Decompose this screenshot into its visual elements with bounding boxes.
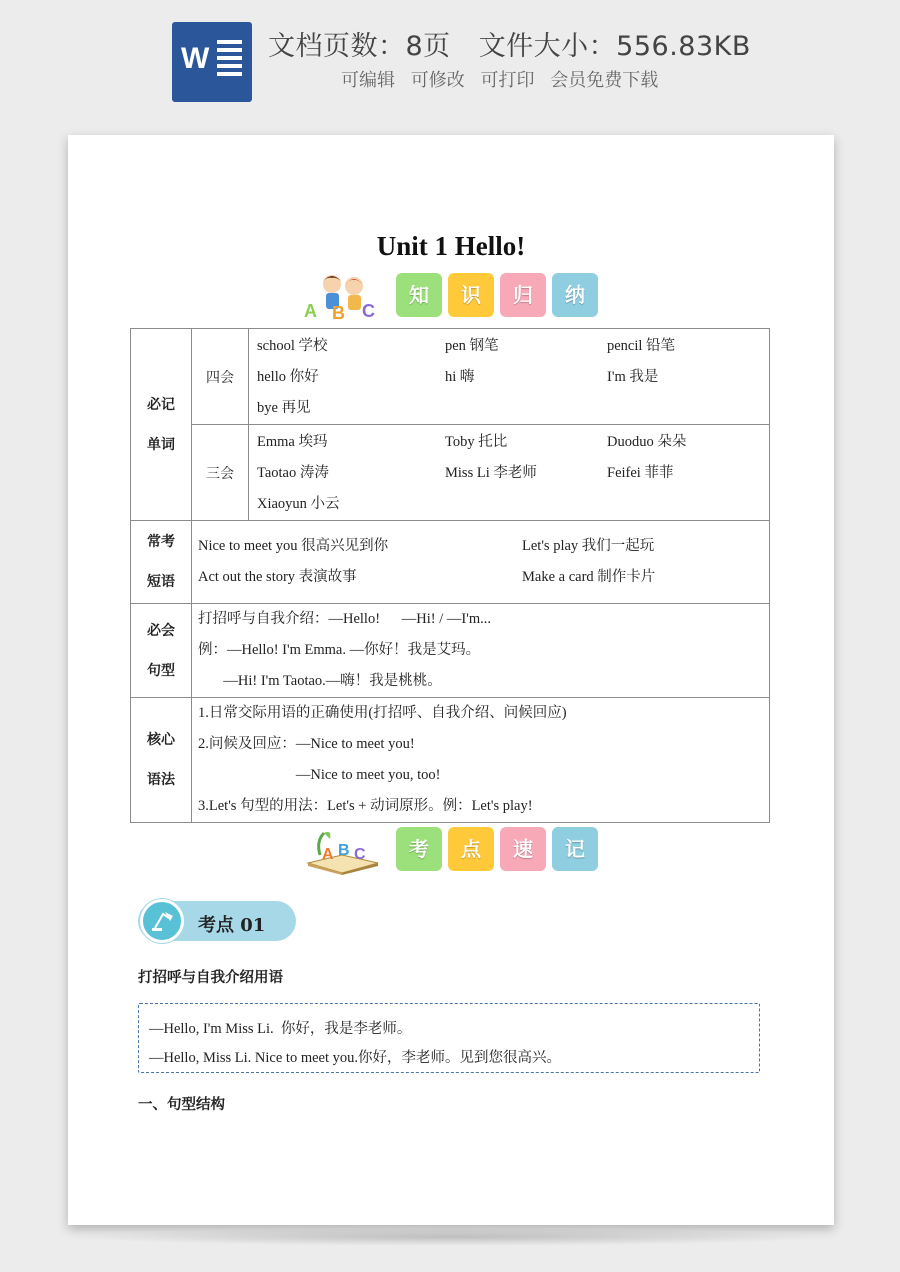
svg-text:C: C: [362, 301, 375, 321]
word-row: Xiaoyun 小云: [257, 496, 340, 512]
feature-list: [341, 66, 658, 92]
tile-dian: 点: [448, 827, 494, 871]
document-title: Unit 1 Hello!: [376, 231, 526, 261]
tile-gui: 归: [500, 273, 546, 317]
four-skills-words: [249, 329, 770, 425]
file-meta: [268, 24, 751, 63]
key-point-heading: 打招呼与自我介绍用语: [138, 970, 283, 986]
tile-kao: 考: [396, 827, 442, 871]
lamp-icon: [140, 899, 184, 943]
tile-ji: 记: [552, 827, 598, 871]
feature-editable: 可编辑: [341, 70, 395, 91]
kids-abc-illustration: [302, 271, 388, 321]
feature-printable: 可打印: [480, 70, 535, 91]
word-row: hello 你好 hi 嗨 I'm 我是: [257, 369, 659, 385]
word-document-icon: [172, 22, 252, 102]
sentence-line: 打招呼与自我介绍：—Hello! —Hi! / —I'm...: [198, 611, 491, 627]
word-row: Taotao 涛涛 Miss Li 李老师 Feifei 菲菲: [257, 465, 674, 481]
grammar-line: 2.问候及回应：—Nice to meet you!: [198, 736, 415, 752]
abc-book-illustration: [302, 825, 388, 875]
svg-text:B: B: [332, 303, 345, 321]
section-header-knowledge: [302, 271, 602, 321]
phrases-category: 常考 短语: [131, 521, 192, 604]
section-header-key-points: [302, 825, 602, 875]
summary-table: [130, 328, 770, 823]
file-size: 文件大小：556.83KB: [478, 31, 751, 62]
feature-modifiable: 可修改: [410, 70, 465, 91]
example-line: —Hello, Miss Li. Nice to meet you.你好，李老师。见到您很高兴。: [149, 1050, 562, 1066]
document-page: [68, 135, 834, 1225]
page-count: 文档页数：8页: [268, 31, 451, 62]
sentence-structure-heading: 一、句型结构: [138, 1097, 225, 1113]
grammar-category: 核心 语法: [131, 698, 192, 823]
word-letter: W: [181, 42, 210, 75]
key-point-label: 考点 01: [198, 915, 266, 936]
tile-shi: 识: [448, 273, 494, 317]
phrase-row: Nice to meet you 很高兴见到你 Let's play 我们一起玩: [198, 538, 655, 554]
word-row: bye 再见: [257, 400, 311, 416]
grammar-content: [192, 698, 770, 823]
grammar-line: —Nice to meet you, too!: [198, 767, 441, 783]
svg-text:A: A: [304, 301, 317, 321]
page-shadow: [78, 1228, 824, 1246]
feature-member-free: 会员免费下载: [550, 70, 659, 91]
sentences-category: 必会 句型: [131, 604, 192, 698]
phrases-content: [192, 521, 770, 604]
word-row: Emma 埃玛 Toby 托比 Duoduo 朵朵: [257, 434, 687, 450]
sentence-line: 例：—Hello! I'm Emma. —你好！我是艾玛。: [198, 642, 481, 658]
tile-zhi: 知: [396, 273, 442, 317]
three-skills-words: [249, 425, 770, 521]
svg-text:B: B: [338, 842, 350, 859]
example-line: —Hello, I'm Miss Li. 你好，我是李老师。: [149, 1021, 412, 1037]
svg-text:C: C: [354, 846, 366, 863]
word-row: school 学校 pen 钢笔 pencil 铅笔: [257, 338, 676, 354]
tile-su: 速: [500, 827, 546, 871]
four-skills-label: 四会: [192, 329, 249, 425]
sentence-line: —Hi! I'm Taotao.—嗨！我是桃桃。: [198, 673, 442, 689]
grammar-line: 3.Let's 句型的用法：Let's + 动词原形。例：Let's play!: [198, 798, 533, 814]
svg-text:A: A: [322, 846, 334, 863]
three-skills-label: 三会: [192, 425, 249, 521]
vocab-category: 必记 单词: [131, 329, 192, 521]
tile-na: 纳: [552, 273, 598, 317]
sentences-content: [192, 604, 770, 698]
example-box: [138, 1003, 760, 1073]
phrase-row: Act out the story 表演故事 Make a card 制作卡片: [198, 569, 656, 585]
grammar-line: 1.日常交际用语的正确使用(打招呼、自我介绍、问候回应): [198, 705, 567, 721]
download-banner: [0, 0, 900, 120]
